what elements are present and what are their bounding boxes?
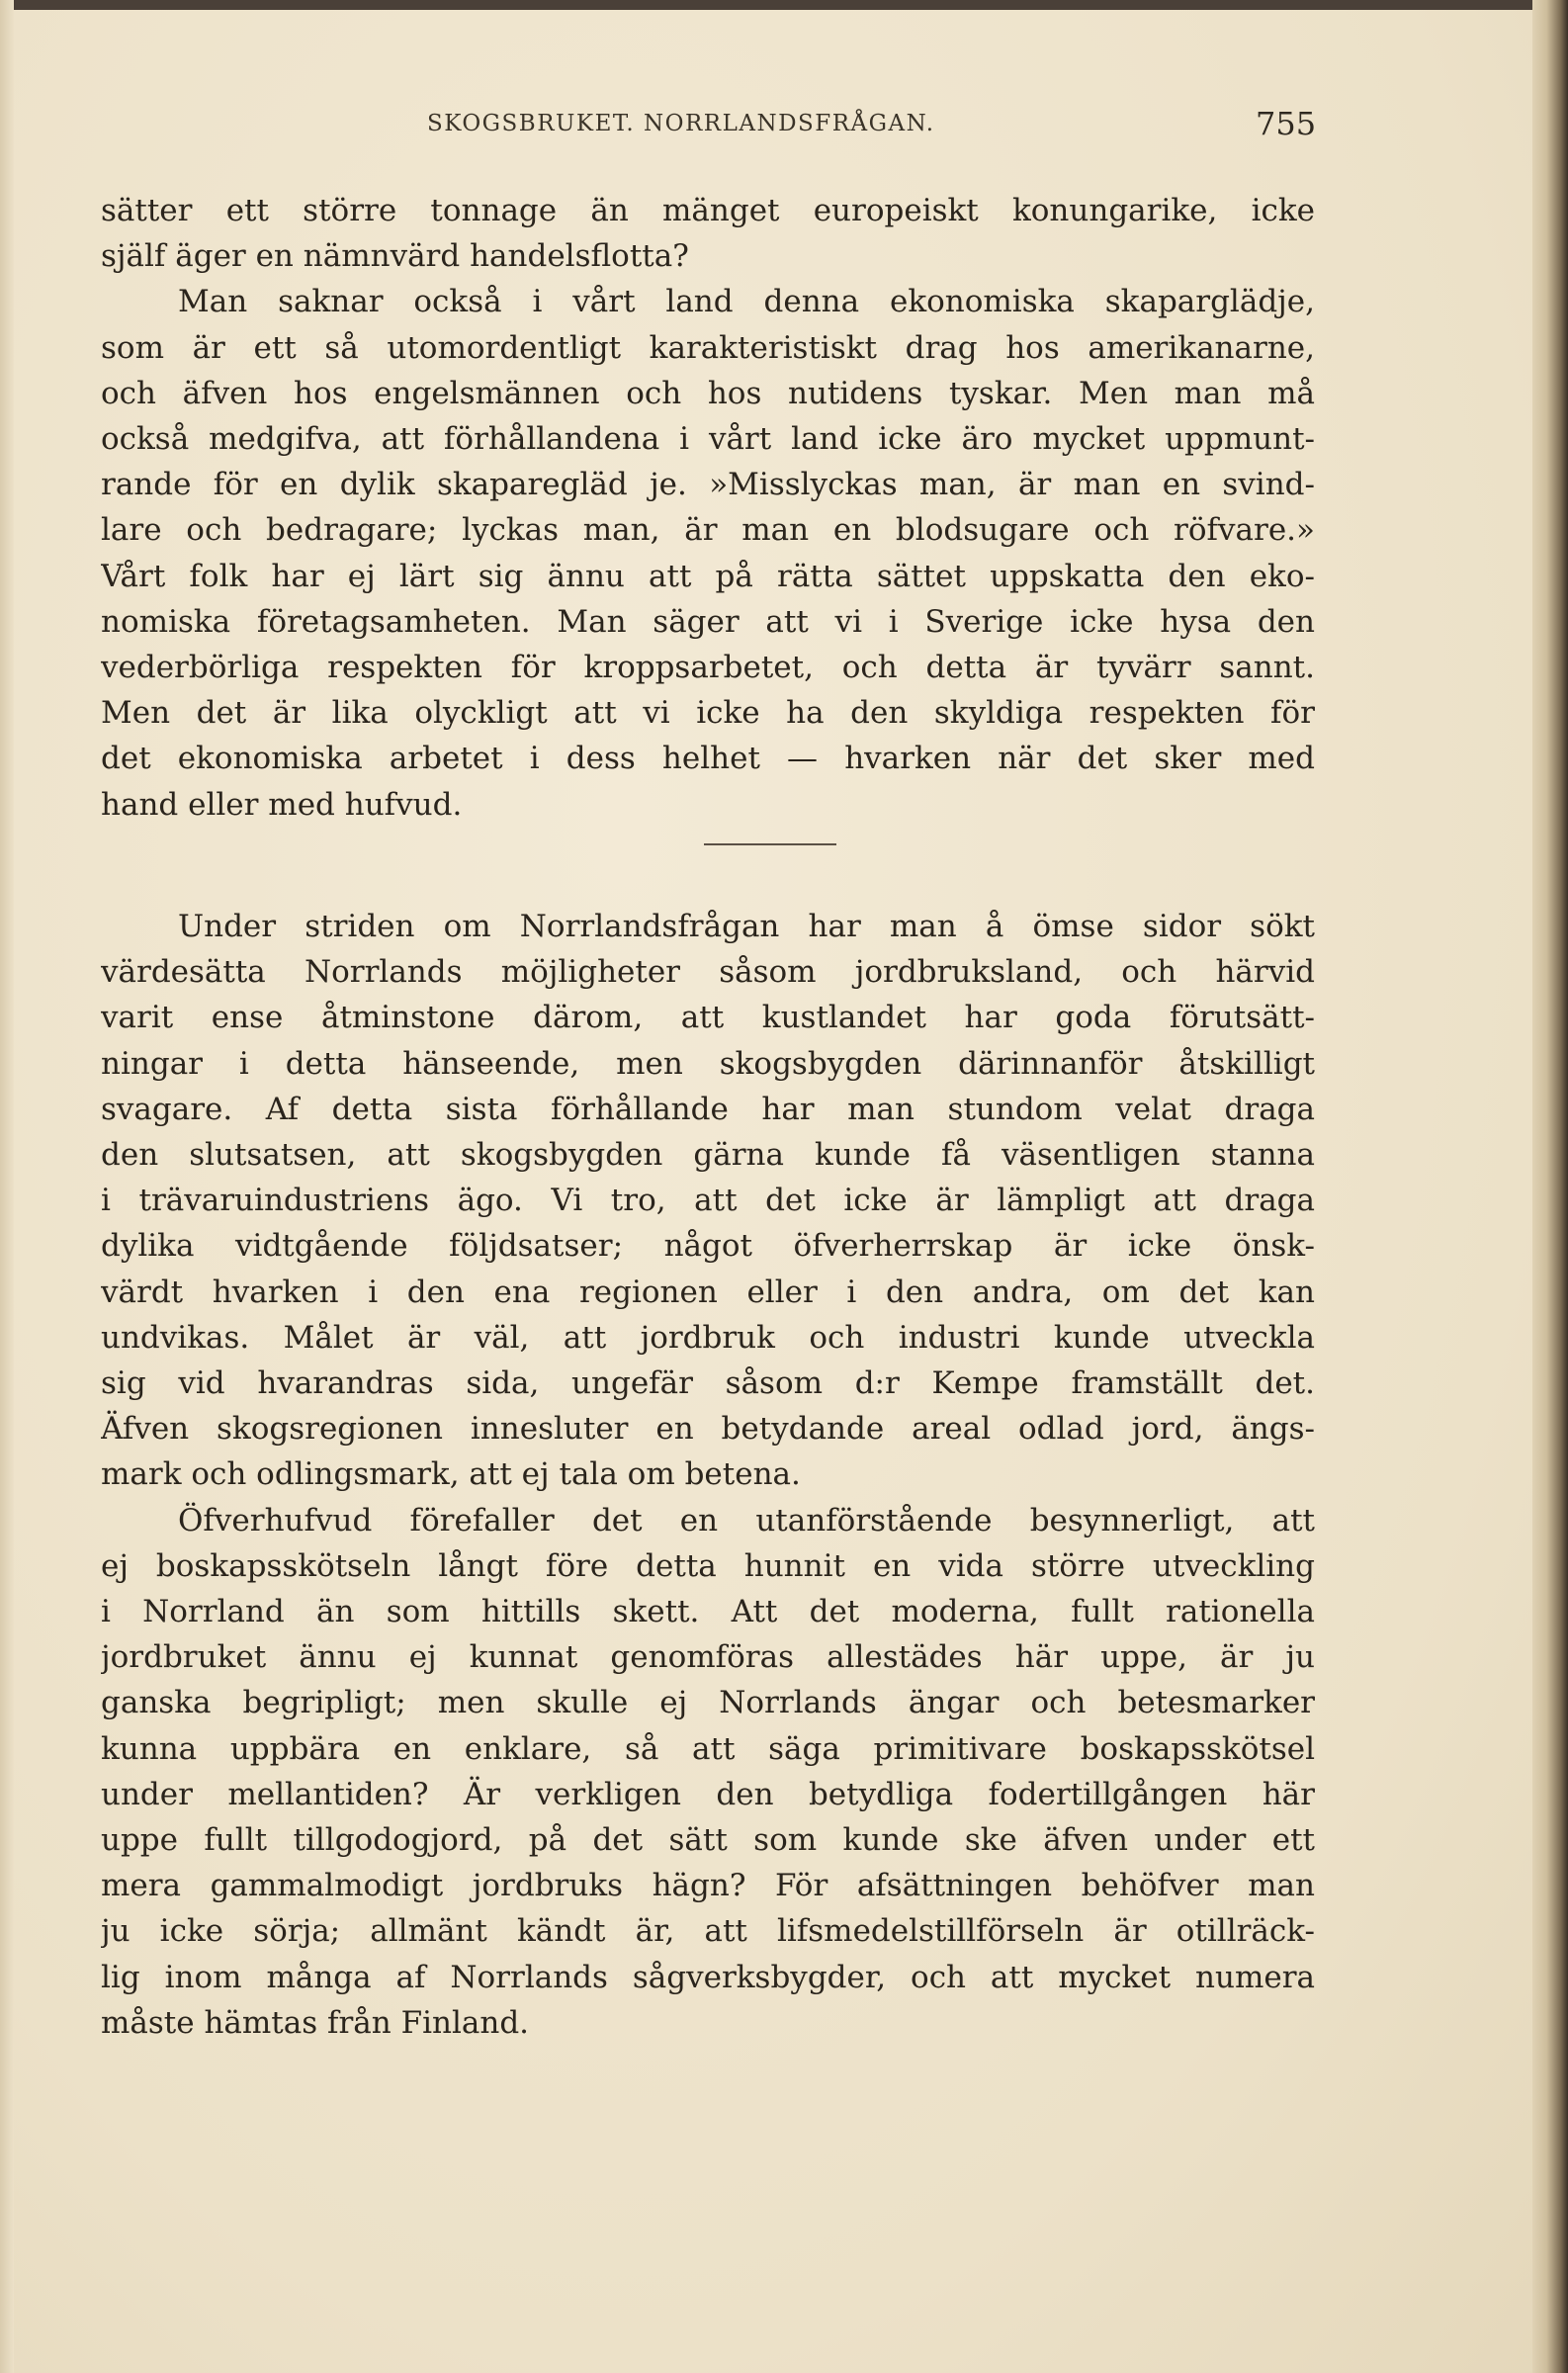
text-line: under mellantiden? Är verkligen den betydliga fodertillgången här bbox=[101, 1776, 1315, 1812]
text-line: Men det är lika olyckligt att vi icke ha den skyldiga respekten för bbox=[101, 695, 1315, 732]
text-line: ej boskapsskötseln långt före detta hunnit en vida större utveckling bbox=[101, 1547, 1315, 1584]
text-line: det ekonomiska arbetet i dess helhet — hvarken när det sker med bbox=[101, 741, 1315, 777]
text-line: Öfverhufvud förefaller det en utanförstående besynnerligt, att bbox=[178, 1502, 1315, 1538]
text-line: undvikas. Målet är väl, att jordbruk och industri kunde utveckla bbox=[101, 1319, 1315, 1356]
text-line: rande för en dylik skaparegläd je. »Misslyckas man, är man en svind- bbox=[101, 467, 1315, 503]
text-line: Under striden om Norrlandsfrågan har man å ömse sidor sökt bbox=[178, 909, 1315, 944]
text-line: kunna uppbära en enklare, så att säga primitivare boskapsskötsel bbox=[101, 1730, 1315, 1767]
text-line: Vårt folk har ej lärt sig ännu att på rätta sättet uppskatta den eko- bbox=[101, 558, 1315, 594]
text-line: svagare. Af detta sista förhållande har man stundom velat draga bbox=[101, 1091, 1315, 1127]
text-line: den slutsatsen, att skogsbygden gärna kunde få väsentligen stanna bbox=[101, 1137, 1315, 1174]
text-line: ju icke sörja; allmänt kändt är, att lifsmedelstillförseln är otillräck- bbox=[101, 1913, 1315, 1950]
text-line: hand eller med hufvud. bbox=[101, 786, 463, 823]
section-divider bbox=[704, 843, 836, 845]
text-line: mera gammalmodigt jordbruks hägn? För afsättningen behöfver man bbox=[101, 1868, 1315, 1904]
text-line: lig inom många af Norrlands sågverksbygder, och att mycket numera bbox=[101, 1959, 1315, 1995]
text-line: vederbörliga respekten för kroppsarbetet, och detta är tyvärr sannt. bbox=[101, 650, 1315, 686]
page-binding-edge bbox=[1532, 0, 1568, 2373]
text-line: lare och bedragare; lyckas man, är man en blodsugare och röfvare.» bbox=[101, 512, 1315, 549]
text-line: också medgifva, att förhållandena i vårt land icke äro mycket uppmunt- bbox=[101, 421, 1315, 458]
page-number: 755 bbox=[1256, 105, 1317, 142]
text-line: sig vid hvarandras sida, ungefär såsom d:r Kempe framställt det. bbox=[101, 1365, 1315, 1402]
section-1-text bbox=[101, 188, 1315, 828]
text-line: som är ett så utomordentligt karakteristiskt drag hos amerikanarne, bbox=[101, 329, 1315, 366]
text-line: och äfven hos engelsmännen och hos nutidens tyskar. Men man må bbox=[101, 375, 1315, 411]
page-left-edge bbox=[0, 0, 14, 2373]
text-line: ganska begripligt; men skulle ej Norrlands ängar och betesmarker bbox=[101, 1685, 1315, 1721]
page-top-edge bbox=[0, 0, 1558, 10]
text-line: ningar i detta hänseende, men skogsbygden därinnanför åtskilligt bbox=[101, 1045, 1315, 1082]
text-line: dylika vidtgående följdsatser; något öfverherrskap är icke önsk- bbox=[101, 1228, 1315, 1265]
running-head: SKOGSBRUKET. NORRLANDSFRÅGAN. bbox=[427, 111, 935, 136]
text-line: i Norrland än som hittills skett. Att det moderna, fullt rationella bbox=[101, 1594, 1315, 1630]
text-line: jordbruket ännu ej kunnat genomföras allestädes här uppe, är ju bbox=[101, 1639, 1315, 1676]
text-line: själf äger en nämnvärd handelsflotta? bbox=[101, 238, 689, 275]
text-line: i trävaruindustriens ägo. Vi tro, att det icke är lämpligt att draga bbox=[101, 1183, 1315, 1219]
text-line: värdesätta Norrlands möjligheter såsom jordbruksland, och härvid bbox=[101, 954, 1315, 991]
text-line: mark och odlingsmark, att ej tala om betena. bbox=[101, 1456, 801, 1493]
text-line: nomiska företagsamheten. Man säger att vi i Sverige icke hysa den bbox=[101, 603, 1315, 640]
section-2-text bbox=[101, 904, 1315, 2046]
text-line: värdt hvarken i den ena regionen eller i den andra, om det kan bbox=[101, 1274, 1315, 1310]
text-line: varit ense åtminstone därom, att kustlandet har goda förutsätt- bbox=[101, 1000, 1315, 1036]
text-line: måste hämtas från Finland. bbox=[101, 2004, 530, 2041]
text-line: sätter ett större tonnage än mänget europeiskt konungarike, icke bbox=[101, 193, 1315, 228]
text-line: uppe fullt tillgodogjord, på det sätt som kunde ske äfven under ett bbox=[101, 1822, 1315, 1859]
text-line: Man saknar också i vårt land denna ekonomiska skaparglädje, bbox=[178, 284, 1315, 320]
text-line: Äfven skogsregionen innesluter en betydande areal odlad jord, ängs- bbox=[101, 1411, 1315, 1448]
